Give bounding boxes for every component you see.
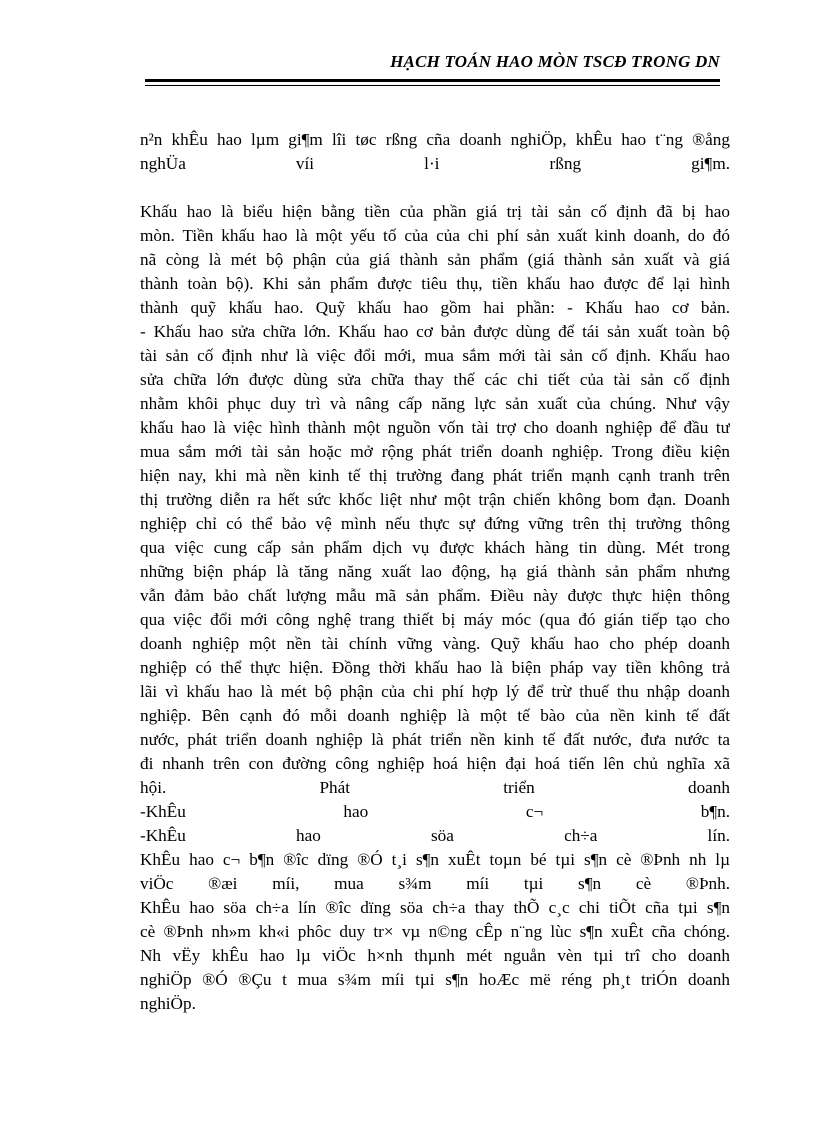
text-line: KhÊu hao söa ch÷a lín ®îc dïng söa ch÷a thay thÕ c¸c chi tiÕt cña tµi s¶n <box>140 898 730 917</box>
header-rule-thin <box>145 85 720 86</box>
text-line: sửa chữa lớn được dùng sửa chữa thay thế các chi tiết của tài sản cố định <box>140 370 730 389</box>
text-line: lãi vì khấu hao là mét bộ phận của chi phí hợp lý để trừ thuế thu nhập doanh <box>140 682 730 701</box>
text-line: -KhÊu hao söa ch÷a lín. <box>140 826 730 845</box>
page-header <box>145 52 720 92</box>
text-line: -KhÊu hao c¬ b¶n. <box>140 802 730 821</box>
text-line: mua sắm mới tài sản hoặc mở rộng phát triển doanh nghiệp. Trong điều kiện <box>140 442 730 461</box>
text-line: Nh vËy khÊu hao lµ viÖc h×nh thµnh mét nguån vèn tµi trî cho doanh <box>140 946 730 965</box>
text-line: thành toàn bộ). Khi sản phẩm được tiêu thụ, tiền khấu hao được để lại hình <box>140 274 730 293</box>
text-line: nước, phát triển doanh nghiệp là phát triển nền kinh tế đất nước, đưa nước ta <box>140 730 730 749</box>
text-line: nhằm khôi phục duy trì và nâng cấp năng lực sản xuất của chúng. Như vậy <box>140 394 730 413</box>
text-line: qua việc đổi mới công nghệ trang thiết bị máy móc (qua đó gián tiếp tạo cho <box>140 610 730 629</box>
text-line: khấu hao là việc hình thành một nguồn vốn tài trợ cho doanh nghiệp để đầu tư <box>140 418 730 437</box>
text-line: KhÊu hao c¬ b¶n ®îc dïng ®Ó t¸i s¶n xuÊt toµn bé tµi s¶n cè ®Þnh nh lµ <box>140 850 730 869</box>
text-line: nghiệp chỉ có thể bảo vệ mình nếu thực sự đứng vững trên thị trường thông <box>140 514 730 533</box>
text-line: vẫn đảm bảo chất lượng mẫu mã sản phẩm. Điều này được thực hiện thông <box>140 586 730 605</box>
text-line: nghÜa víi l·i rßng gi¶m. <box>140 154 730 173</box>
text-line: đi nhanh trên con đường công nghiệp hoá hiện đại hoá tiến lên chủ nghĩa xã <box>140 754 730 773</box>
text-line: cè ®Þnh nh»m kh«i phôc duy tr× vµ n©ng cÊp n¨ng lùc s¶n xuÊt cña chóng. <box>140 922 730 941</box>
text-line: doanh nghiệp một nền tài chính vững vàng. Quỹ khấu hao cho phép doanh <box>140 634 730 653</box>
header-title: HẠCH TOÁN HAO MÒN TSCĐ TRONG DN <box>390 52 720 71</box>
body-text <box>140 128 730 1016</box>
text-line: nghiÖp. <box>140 994 196 1013</box>
text-line: nã còng là mét bộ phận của giá thành sản phẩm (giá thành sản xuất và giá <box>140 250 730 269</box>
text-line: nghiÖp ®Ó ®Çu t mua s¾m míi tµi s¶n hoÆc më réng ph¸t triÓn doanh <box>140 970 730 989</box>
text-line: thành quỹ khấu hao. Quỹ khấu hao gồm hai phần: - Khấu hao cơ bản. <box>140 298 730 317</box>
text-line <box>140 176 730 200</box>
text-line: hội. Phát triển doanh <box>140 778 730 797</box>
text-line: hiện nay, khi mà nền kinh tế thị trường đang phát triển mạnh cạnh tranh trên <box>140 466 730 485</box>
text-line: những biện pháp là tăng năng xuất lao động, hạ giá thành sản phẩm nhưng <box>140 562 730 581</box>
text-line: tài sản cố định như là việc đổi mới, mua sắm mới tài sản cố định. Khấu hao <box>140 346 730 365</box>
text-line: - Khấu hao sửa chữa lớn. Khấu hao cơ bản được dùng để tái sản xuất toàn bộ <box>140 322 730 341</box>
text-line: thị trường diễn ra hết sức khốc liệt như một trận chiến không bom đạn. Doanh <box>140 490 730 509</box>
text-line: mòn. Tiền khấu hao là một yếu tố của của chi phí sản xuất kinh doanh, do đó <box>140 226 730 245</box>
text-line: Khấu hao là biểu hiện bằng tiền của phần giá trị tài sản cố định đã bị hao <box>140 202 730 221</box>
text-line: viÖc ®æi míi, mua s¾m míi tµi s¶n cè ®Þnh. <box>140 874 730 893</box>
header-rule-thick <box>145 79 720 82</box>
text-line: n²n khÊu hao lµm gi¶m lîi tøc rßng cña doanh nghiÖp, khÊu hao t¨ng ®ång <box>140 130 730 149</box>
text-line: nghiệp. Bên cạnh đó mỗi doanh nghiệp là một tế bào của nền kinh tế đất <box>140 706 730 725</box>
text-line: qua việc cung cấp sản phẩm dịch vụ được khách hàng tin dùng. Mét trong <box>140 538 730 557</box>
text-line: nghiệp có thể thực hiện. Đồng thời khấu hao là biện pháp vay tiền không trả <box>140 658 730 677</box>
